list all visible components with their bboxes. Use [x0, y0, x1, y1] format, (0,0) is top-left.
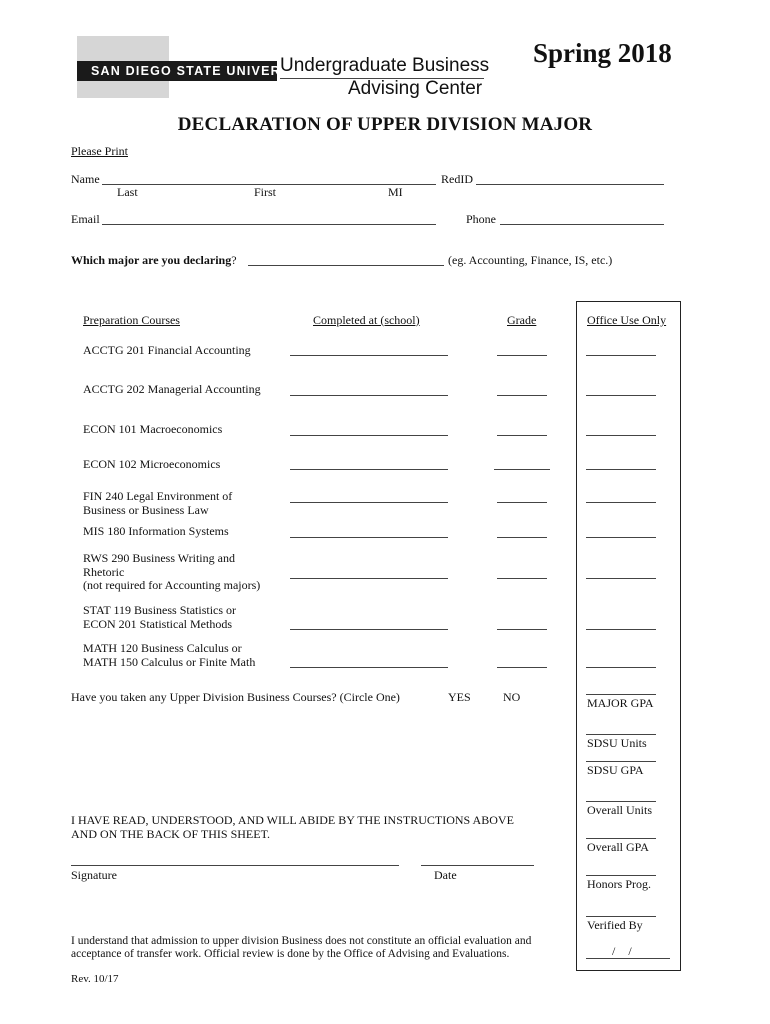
- office-use-field: [586, 469, 656, 470]
- major-gpa-label: MAJOR GPA: [587, 696, 654, 710]
- signature-field[interactable]: [71, 865, 399, 866]
- date-label: Date: [434, 868, 457, 882]
- course-name: ECON 101 Macroeconomics: [83, 422, 223, 436]
- course-name-cont: ECON 201 Statistical Methods: [83, 616, 232, 631]
- course-row: [83, 642, 255, 669]
- honors-label: Honors Prog.: [587, 877, 652, 891]
- major-gpa-field: [586, 694, 656, 695]
- grade-field[interactable]: [497, 395, 547, 396]
- completed-at-field[interactable]: [290, 469, 448, 470]
- university-logo-bar: [77, 61, 314, 81]
- office-use-field: [586, 537, 656, 538]
- disclaimer-line1: I understand that admission to upper division Business does not constitute an official evaluation and: [71, 935, 532, 947]
- grade-field[interactable]: [497, 578, 547, 579]
- course-name: ACCTG 201 Financial Accounting: [83, 343, 251, 357]
- middle-initial-sublabel: MI: [388, 185, 403, 199]
- course-name-cont: MATH 150 Calculus or Finite Math: [83, 654, 256, 669]
- revision-label: Rev. 10/17: [71, 973, 119, 985]
- course-name: MIS 180 Information Systems: [83, 524, 229, 538]
- major-field[interactable]: [248, 265, 444, 266]
- grade-field[interactable]: [497, 629, 547, 630]
- overall-units-field: [586, 801, 656, 802]
- course-note: (not required for Accounting majors): [83, 578, 261, 592]
- course-name: RWS 290 Business Writing and: [83, 551, 235, 565]
- office-use-field: [586, 355, 656, 356]
- redid-label: RedID: [441, 172, 473, 186]
- course-row: [83, 344, 251, 358]
- office-use-field: [586, 435, 656, 436]
- agreement-line1: I HAVE READ, UNDERSTOOD, AND WILL ABIDE BY THE INSTRUCTIONS ABOVE: [71, 813, 514, 827]
- sdsu-units-label: SDSU Units: [587, 736, 647, 750]
- overall-gpa-field: [586, 838, 656, 839]
- phone-field[interactable]: [500, 224, 664, 225]
- form-title: DECLARATION OF UPPER DIVISION MAJOR: [177, 114, 593, 135]
- verified-date-slashes: / /: [612, 944, 632, 958]
- first-name-sublabel: First: [254, 185, 277, 199]
- grade-field[interactable]: [497, 537, 547, 538]
- completed-at-field[interactable]: [290, 629, 448, 630]
- header-completed-at: Completed at (school): [313, 313, 420, 327]
- no-option[interactable]: NO: [503, 690, 521, 704]
- overall-gpa-label: Overall GPA: [587, 840, 649, 854]
- semester-title: Spring 2018: [533, 38, 672, 68]
- completed-at-field[interactable]: [290, 435, 448, 436]
- date-field[interactable]: [421, 865, 534, 866]
- last-name-sublabel: Last: [117, 185, 138, 199]
- course-row: [83, 458, 220, 472]
- office-use-box: [576, 301, 681, 971]
- advising-center-line2: Advising Center: [348, 78, 483, 99]
- header-preparation-courses: Preparation Courses: [83, 313, 180, 327]
- major-question: [71, 253, 237, 268]
- grade-field[interactable]: [497, 667, 547, 668]
- email-label: Email: [71, 212, 100, 226]
- course-name: MATH 120 Business Calculus or: [83, 641, 242, 655]
- course-row: [83, 525, 229, 539]
- agreement-line2: AND ON THE BACK OF THIS SHEET.: [71, 827, 271, 841]
- course-name-cont: Rhetoric: [83, 564, 125, 579]
- yes-option[interactable]: YES: [448, 690, 471, 704]
- completed-at-field[interactable]: [290, 578, 448, 579]
- office-use-field: [586, 578, 656, 579]
- email-field[interactable]: [102, 224, 436, 225]
- disclaimer-line2: acceptance of transfer work. Official review is done by the Office of Advising and Evaluations.: [71, 948, 510, 960]
- redid-field[interactable]: [476, 184, 664, 185]
- upper-division-question: Have you taken any Upper Division Business Courses? (Circle One): [71, 690, 400, 704]
- course-name: ECON 102 Microeconomics: [83, 457, 221, 471]
- course-row: [83, 423, 222, 437]
- course-name: STAT 119 Business Statistics or: [83, 603, 237, 617]
- course-name: ACCTG 202 Managerial Accounting: [83, 382, 261, 396]
- grade-field[interactable]: [494, 469, 550, 470]
- phone-label: Phone: [466, 212, 496, 226]
- major-question-text: Which major are you declaring: [71, 253, 232, 267]
- verified-field: [586, 916, 656, 917]
- advising-center-line1: Undergraduate Business: [280, 55, 490, 76]
- signature-label: Signature: [71, 868, 117, 882]
- office-use-field: [586, 502, 656, 503]
- verified-by-label: Verified By: [587, 918, 643, 932]
- university-name: SAN DIEGO STATE UNIVERSITY: [91, 64, 314, 78]
- please-print-label: Please Print: [71, 144, 128, 158]
- header-grade: Grade: [507, 313, 537, 327]
- honors-field: [586, 875, 656, 876]
- name-label: Name: [71, 172, 100, 186]
- grade-field[interactable]: [497, 502, 547, 503]
- completed-at-field[interactable]: [290, 355, 448, 356]
- office-use-field: [586, 667, 656, 668]
- course-row: [83, 552, 260, 593]
- header-office-use: Office Use Only: [587, 313, 667, 327]
- office-use-field: [586, 629, 656, 630]
- completed-at-field[interactable]: [290, 502, 448, 503]
- overall-units-label: Overall Units: [587, 803, 652, 817]
- course-name-cont: Business or Business Law: [83, 502, 209, 517]
- completed-at-field[interactable]: [290, 667, 448, 668]
- sdsu-units-field: [586, 734, 656, 735]
- grade-field[interactable]: [497, 435, 547, 436]
- completed-at-field[interactable]: [290, 537, 448, 538]
- office-use-field: [586, 395, 656, 396]
- major-example: (eg. Accounting, Finance, IS, etc.): [448, 253, 613, 267]
- major-question-mark: ?: [231, 253, 237, 267]
- sdsu-gpa-label: SDSU GPA: [587, 763, 644, 777]
- course-row: [83, 383, 261, 397]
- sdsu-gpa-field: [586, 761, 656, 762]
- completed-at-field[interactable]: [290, 395, 448, 396]
- course-row: [83, 490, 232, 517]
- grade-field[interactable]: [497, 355, 547, 356]
- course-name: FIN 240 Legal Environment of: [83, 489, 233, 503]
- course-row: [83, 604, 236, 631]
